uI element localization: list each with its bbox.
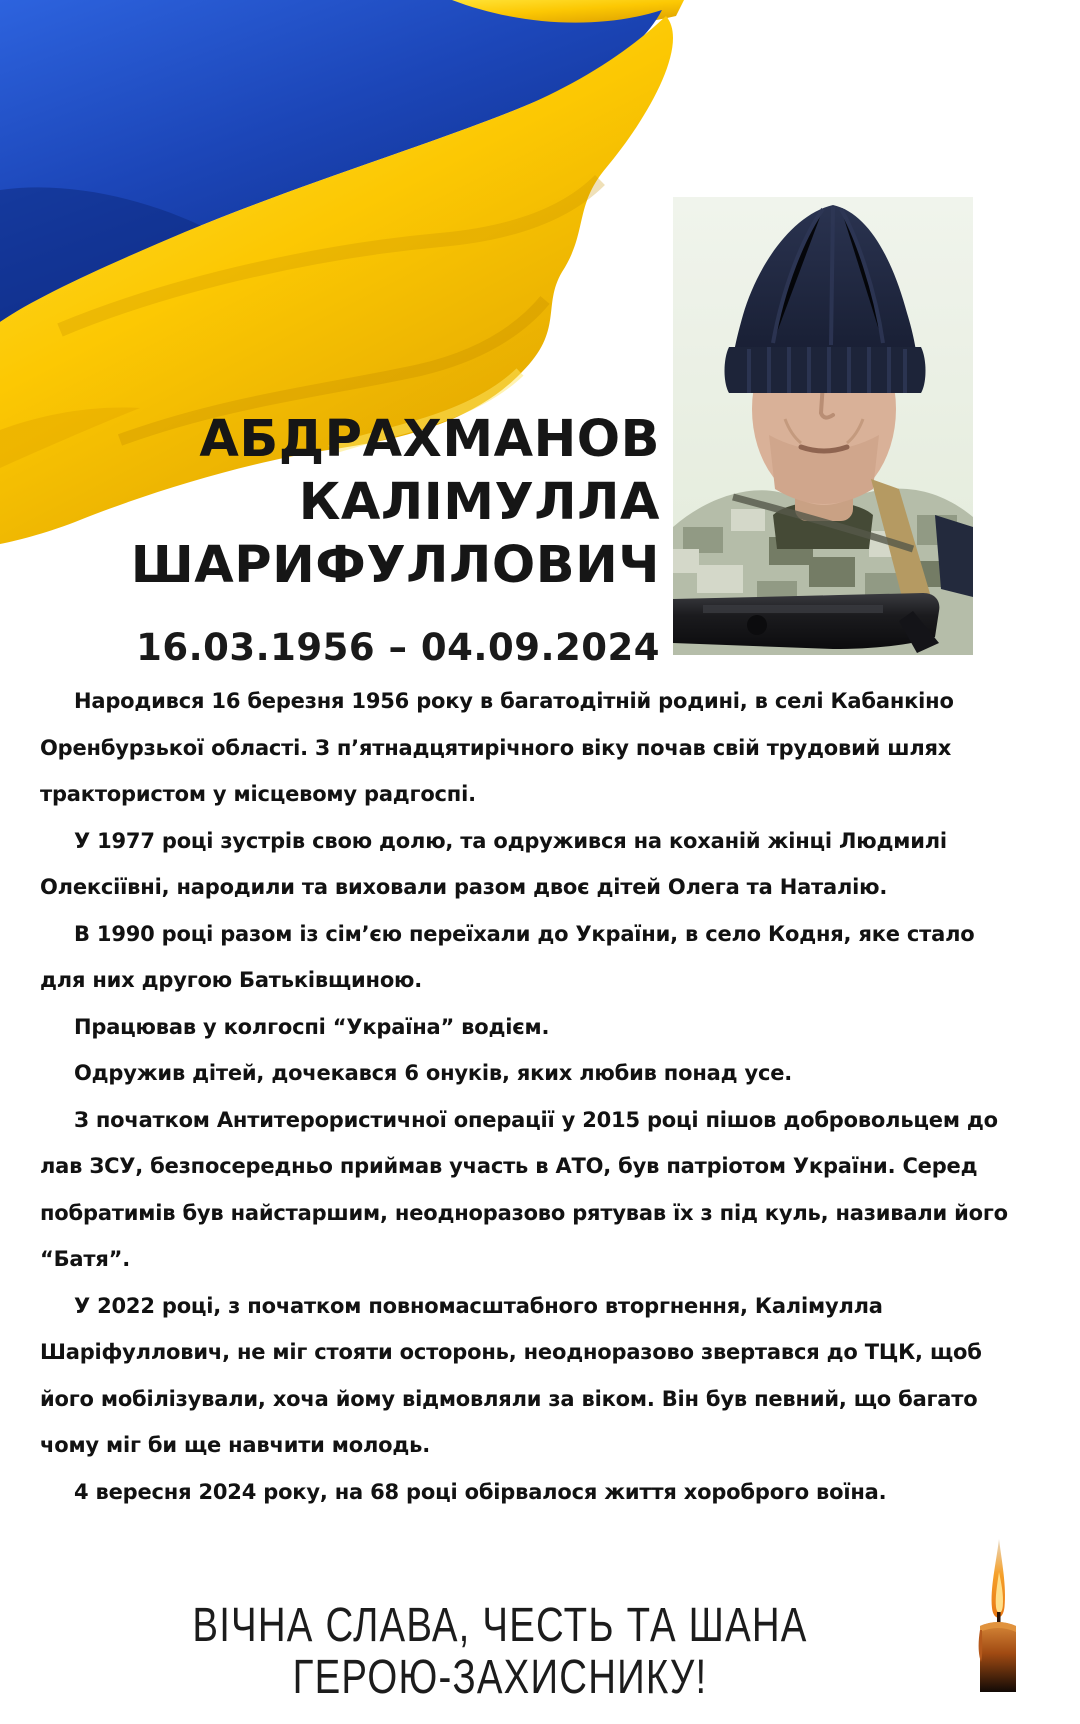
name-line-1: АБДРАХМАНОВ xyxy=(199,410,660,469)
soldier-portrait-photo xyxy=(673,197,973,655)
biography-paragraph: З початком Антитерористичної операції у 2015 році пішов добровольцем до лав ЗСУ, безпосередньо приймав участь в АТО, був патріотом України. Серед побратимів був найстаршим, неодноразово рятував їх з під куль, називали його “Батя”. xyxy=(40,1107,1008,1271)
biography-paragraph: 4 вересня 2024 року, на 68 році обірвалося життя хороброго воїна. xyxy=(74,1479,887,1504)
candle-drip xyxy=(979,1630,983,1662)
gear-pouch xyxy=(935,515,973,597)
rifle xyxy=(673,593,939,653)
memorial-candle-icon xyxy=(976,1536,1020,1694)
tribute-heading xyxy=(144,1600,856,1704)
candle-body xyxy=(980,1622,1016,1692)
biography-paragraph: У 1977 році зустрів свою долю, та одружився на коханій жінці Людмилі Олексіївні, народили та виховали разом двоє дітей Олега та Наталію. xyxy=(40,828,947,899)
biography-paragraph: У 2022 році, з початком повномасштабного вторгнення, Калімулла Шаріфуллович, не міг стояти осторонь, неодноразово звертався до ТЦК, щоб його мобілізували, хоча йому відмовляли за віком. Він був певний, що багато чому міг би ще навчити молодь. xyxy=(40,1293,982,1457)
name-line-2: КАЛІМУЛЛА xyxy=(298,473,660,532)
biography-paragraph: Одружив дітей, дочекався 6 онуків, яких любив понад усе. xyxy=(74,1061,793,1085)
memorial-name xyxy=(100,408,660,597)
tribute-line-2: ГЕРОЮ-ЗАХИСНИКУ! xyxy=(292,1651,708,1704)
biography-paragraph: В 1990 році разом із сім’єю переїхали до України, в село Кодня, яке стало для них другою Батьківщиною. xyxy=(40,921,975,992)
soldier-portrait-svg xyxy=(673,197,973,655)
tribute-line-1: ВІЧНА СЛАВА, ЧЕСТЬ ТА ШАНА xyxy=(192,1599,808,1652)
candle-svg xyxy=(976,1536,1020,1694)
biography-paragraph: Народився 16 березня 1956 року в багатодітній родині, в селі Кабанкіно Оренбурзької області. З п’ятнадцятирічного віку почав свій трудовий шлях трактористом у місцевому радгоспі. xyxy=(40,689,954,806)
biography xyxy=(40,678,1015,1515)
life-dates: 16.03.1956 – 04.09.2024 xyxy=(136,626,660,669)
name-line-3: ШАРИФУЛЛОВИЧ xyxy=(130,536,660,595)
biography-paragraph: Працював у колгоспі “Україна” водієм. xyxy=(74,1014,550,1039)
